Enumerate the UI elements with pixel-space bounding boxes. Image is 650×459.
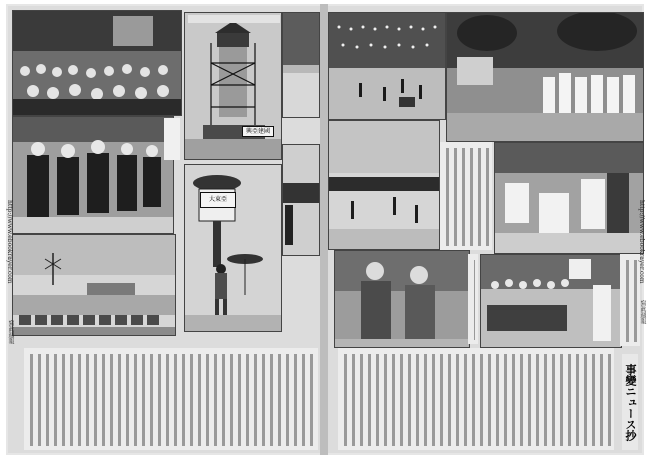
photo-religious-ceremony <box>446 12 644 142</box>
left-margin-url: http://www.ebookrayer.com <box>6 200 13 284</box>
photo-mass-calisthenics <box>328 12 446 120</box>
caption-dignitaries <box>164 118 180 160</box>
photo-water-tower-guard <box>184 164 282 332</box>
monument-plaque: 興亞建國 <box>242 126 274 137</box>
photo-troops-parade <box>328 120 440 250</box>
photo-mass-calisthenics-left <box>282 12 320 118</box>
photo-seated-dignitaries <box>12 116 174 234</box>
caption-officers <box>468 254 478 344</box>
left-margin-label: 寫眞週報 <box>7 320 14 344</box>
right-margin-url: http://www.ebookrayer.com <box>638 200 645 284</box>
article-text-left <box>24 348 318 450</box>
photo-office-meeting <box>480 254 622 348</box>
right-margin-label: 寫眞週報 <box>639 300 646 324</box>
magazine-spread <box>6 4 644 455</box>
photo-monument-construction <box>184 12 282 160</box>
caption-monument <box>188 15 280 23</box>
photo-troops-parade-left <box>282 144 320 256</box>
photo-nurses-workshop <box>494 142 644 254</box>
photo-sandbag-fortification <box>12 234 176 336</box>
caption-meeting <box>620 254 640 346</box>
photo-ceremony-audience <box>12 10 182 116</box>
photo-two-officers <box>334 250 470 348</box>
article-text-right <box>338 348 614 450</box>
page-gutter <box>320 4 328 455</box>
water-tower-sign: 大東亞 <box>200 192 236 208</box>
article-title: 事變ニュース抄 <box>622 354 638 450</box>
article-text-column-mid <box>440 142 492 250</box>
